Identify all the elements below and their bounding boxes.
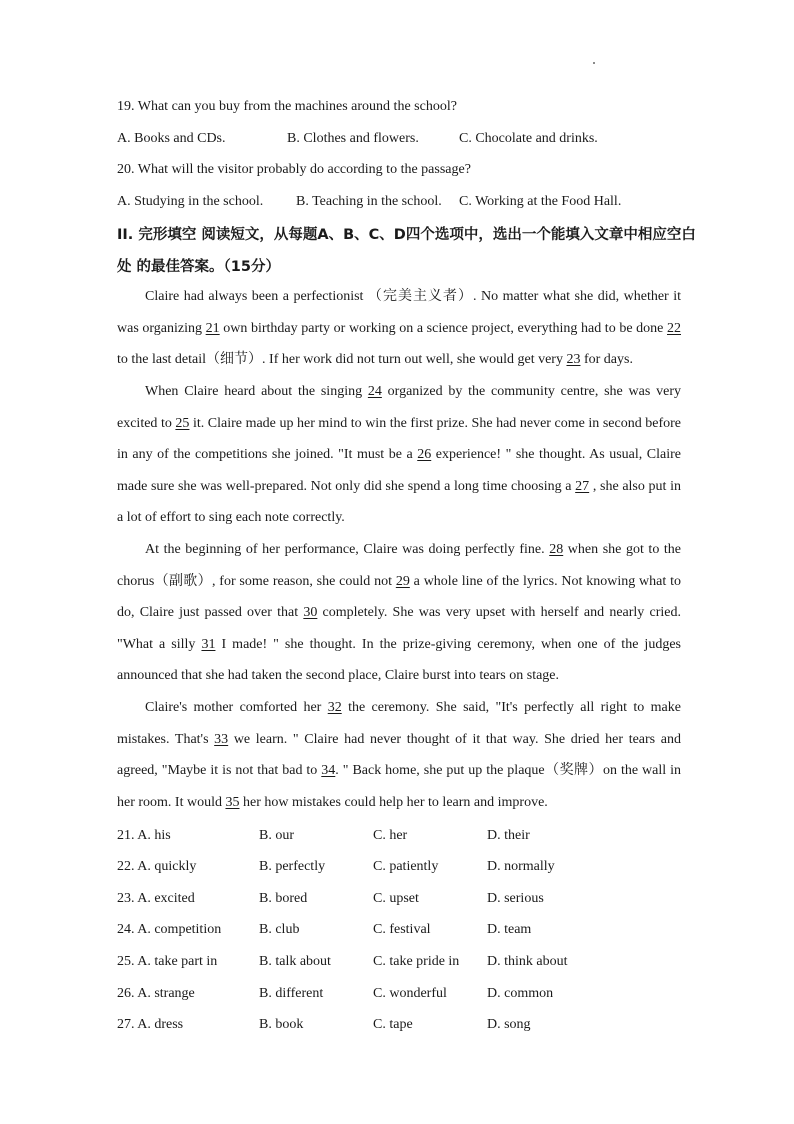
- passage-text: At the beginning of her performance, Claire was doing perfectly fine.: [145, 542, 550, 557]
- passage-text: we learn. " Claire had never thought of it that way. She dried her tears and agreed, "Maybe it is not that bad to: [117, 731, 681, 779]
- q20-option-b: B. Teaching in the school.: [296, 194, 442, 209]
- choice-22-b: B. perfectly: [259, 859, 326, 874]
- choice-24-b: B. club: [259, 922, 300, 937]
- blank-26: 26: [417, 447, 432, 463]
- passage-text: her how mistakes could help her to learn and improve.: [239, 794, 548, 810]
- choice-21-b: B. our: [259, 828, 294, 843]
- choice-23-c: C. upset: [373, 891, 419, 906]
- choice-21-c: C. her: [373, 828, 408, 843]
- blank-29: 29: [395, 573, 410, 589]
- blank-23: 23: [566, 352, 581, 368]
- passage-text: own birthday party or working on a science project, everything had to be done: [219, 320, 667, 336]
- choice-27-b: B. book: [259, 1017, 304, 1032]
- passage-text: to the last detail（细节）. If her work did not turn out well, she would get very: [117, 352, 567, 368]
- choice-26-a: 26. A. strange: [117, 986, 195, 1001]
- speck-mark: [593, 62, 595, 64]
- blank-35: 35: [225, 794, 240, 810]
- choice-25-b: B. talk about: [259, 954, 331, 969]
- passage-paragraph-1: [117, 281, 681, 376]
- passage-paragraph-2: [117, 376, 681, 534]
- blank-31: 31: [201, 636, 216, 652]
- passage-text: When Claire heard about the singing: [145, 384, 368, 399]
- blank-25: 25: [175, 415, 190, 431]
- choice-24-c: C. festival: [373, 922, 431, 937]
- passage-paragraph-3: [117, 534, 681, 692]
- choice-27-a: 27. A. dress: [117, 1017, 184, 1032]
- section-heading-line2: 处 的最佳答案。（15分）: [117, 259, 280, 275]
- passage-text: . " Back home, she put up the plaque（奖牌）on the wall in her room. It would: [117, 763, 681, 810]
- q20-option-a: A. Studying in the school.: [117, 194, 264, 209]
- q19-option-a: A. Books and CDs.: [117, 131, 226, 146]
- blank-30: 30: [303, 605, 318, 621]
- q20-option-c: C. Working at the Food Hall.: [459, 194, 622, 209]
- passage-text: for days.: [580, 352, 633, 368]
- blank-27: 27: [575, 478, 590, 494]
- passage-text: organized by the community centre, she was very excited to: [117, 384, 681, 431]
- question-19: 19. What can you buy from the machines around the school?: [117, 99, 457, 114]
- blank-32: 32: [327, 700, 342, 715]
- passage-text: Claire's mother comforted her: [145, 700, 328, 715]
- choice-24-a: 24. A. competition: [117, 922, 222, 937]
- question-20: 20. What will the visitor probably do according to the passage?: [117, 162, 471, 177]
- blank-28: 28: [549, 542, 564, 557]
- blank-33: 33: [214, 731, 229, 747]
- choice-22-a: 22. A. quickly: [117, 859, 197, 874]
- passage-text: , she also put in a lot of effort to sing each note correctly.: [117, 478, 681, 526]
- choice-25-a: 25. A. take part in: [117, 954, 218, 969]
- passage-text: Claire had always been a perfectionist （完美主义者）. No matter what she did, whether it was organizing: [117, 289, 681, 336]
- choice-21-a: 21. A. his: [117, 828, 171, 843]
- passage-text: I made! " she thought. In the prize-giving ceremony, when one of the judges announced that she had taken the second place, Claire burst into tears on stage.: [117, 636, 681, 684]
- choice-27-c: C. tape: [373, 1017, 413, 1032]
- choice-22-d: D. normally: [487, 859, 555, 874]
- choice-22-c: C. patiently: [373, 859, 439, 874]
- choice-26-c: C. wonderful: [373, 986, 447, 1001]
- choice-26-b: B. different: [259, 986, 324, 1001]
- q19-option-c: C. Chocolate and drinks.: [459, 131, 598, 146]
- passage-paragraph-4: [117, 692, 681, 818]
- passage-text: experience! " she thought. As usual, Claire made sure she was well-prepared. Not only did she spend a long time choosing a: [117, 447, 682, 494]
- choice-25-d: D. think about: [487, 954, 568, 969]
- choice-26-d: D. common: [487, 986, 554, 1001]
- choice-27-d: D. song: [487, 1017, 531, 1032]
- passage-text: completely. She was very upset with herself and nearly cried. "What a silly: [117, 605, 681, 652]
- blank-34: 34: [321, 763, 336, 779]
- q19-option-b: B. Clothes and flowers.: [287, 131, 419, 146]
- choice-23-d: D. serious: [487, 891, 544, 906]
- passage-text: the ceremony. She said, "It's perfectly all right to make mistakes. That's: [117, 700, 681, 747]
- passage-text: a whole line of the lyrics. Not knowing what to do, Claire just passed over that: [117, 573, 681, 621]
- choice-24-d: D. team: [487, 922, 532, 937]
- blank-24: 24: [367, 384, 382, 399]
- passage-text: it. Claire made up her mind to win the first prize. She had never come in second before in any of the competitions she joined. "It must be a: [117, 415, 682, 463]
- blank-22: 22: [667, 320, 681, 336]
- section-heading-line1: II. 完形填空 阅读短文，从每题A、B、C、D四个选项中，选出一个能填入文章中相应空白: [117, 227, 696, 243]
- choice-25-c: C. take pride in: [373, 954, 460, 969]
- choice-21-d: D. their: [487, 828, 530, 843]
- blank-21: 21: [205, 320, 220, 336]
- choice-23-b: B. bored: [259, 891, 308, 906]
- choice-23-a: 23. A. excited: [117, 891, 195, 906]
- passage-text: when she got to the chorus（副歌）, for some reason, she could not: [117, 542, 682, 589]
